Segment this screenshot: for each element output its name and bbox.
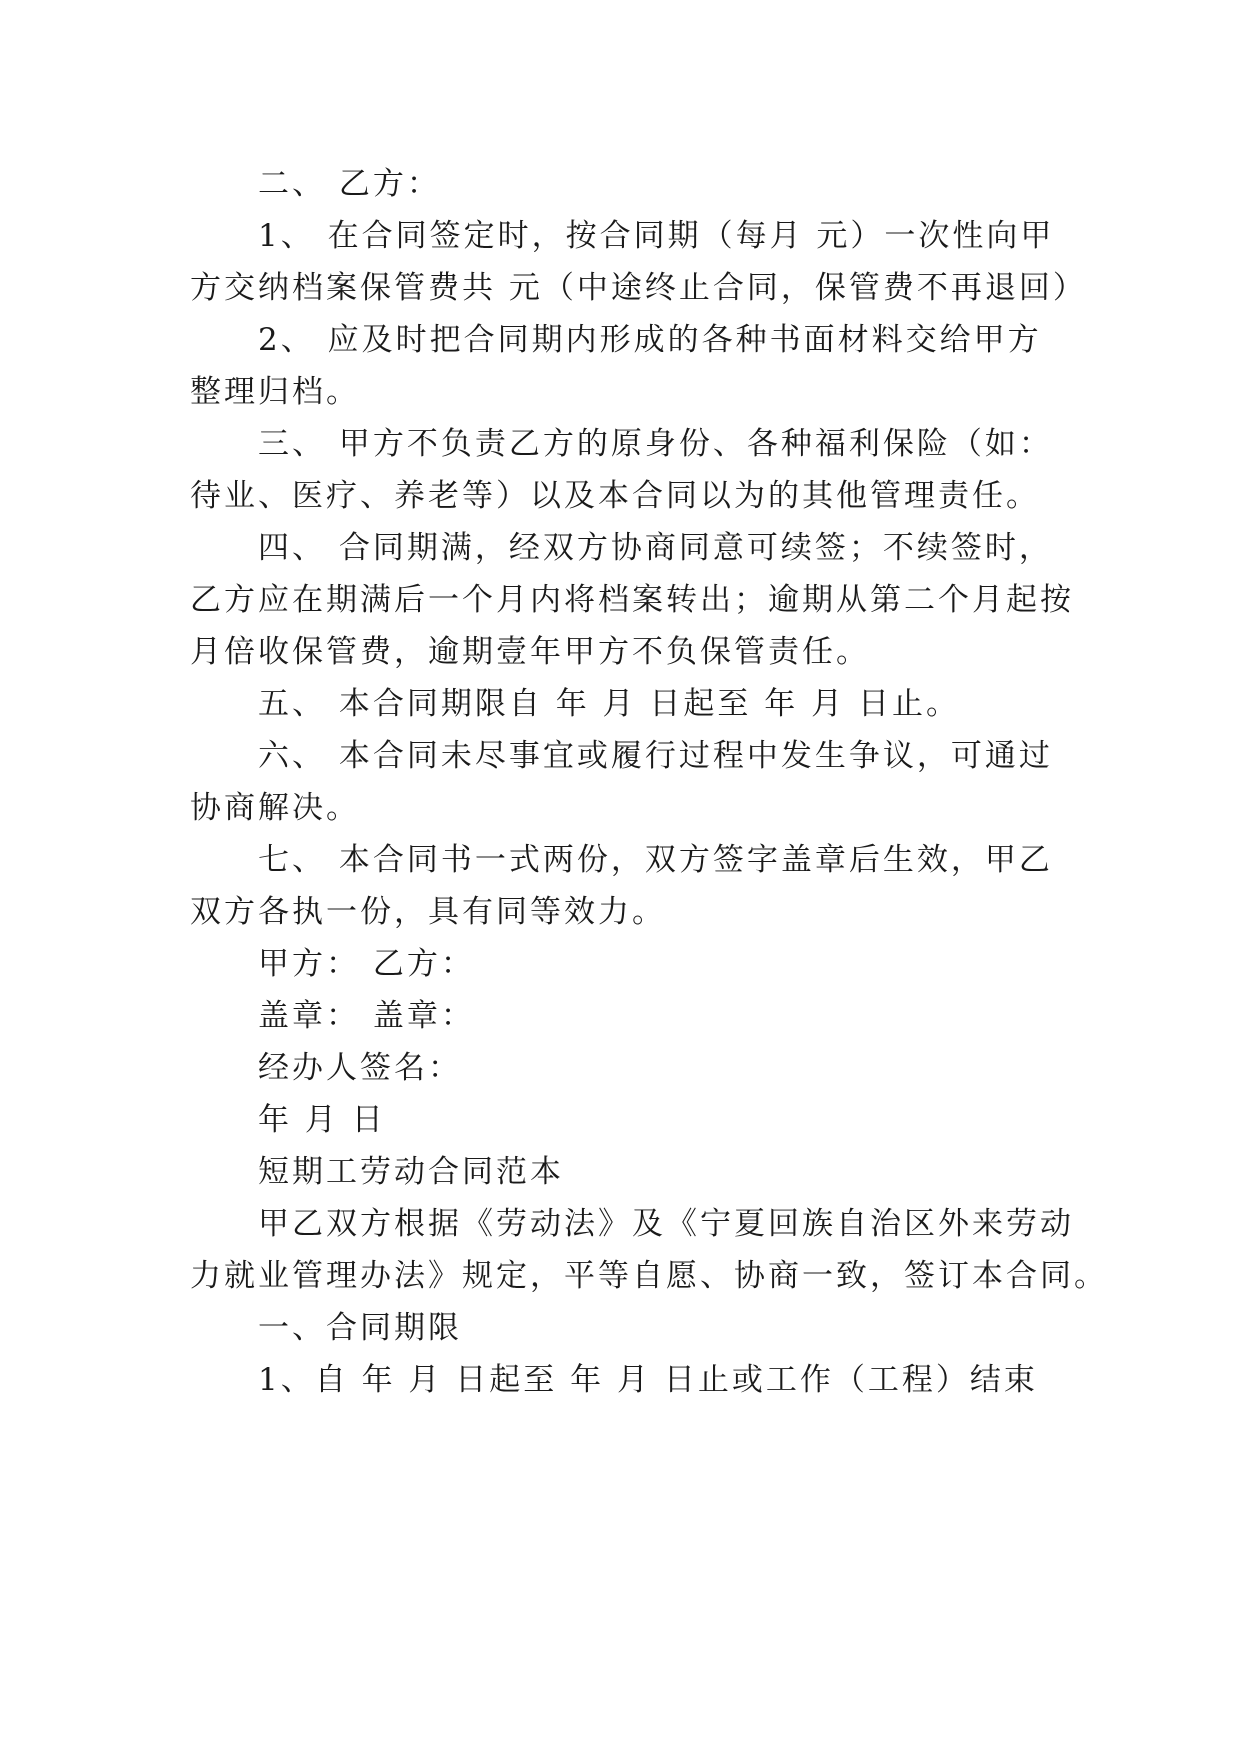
text-line: 1、自 年 月 日起至 年 月 日止或工作（工程）结束 — [258, 1362, 1038, 1398]
text-line: 整理归档。 — [190, 374, 360, 410]
text-line: 四、 合同期满，经双方协商同意可续签；不续签时， — [258, 530, 1053, 566]
text-line: 一、合同期限 — [258, 1310, 462, 1346]
text-line: 力就业管理办法》规定，平等自愿、协商一致，签订本合同。 — [190, 1258, 1108, 1294]
text-line: 1、 在合同签定时，按合同期（每月 元）一次性向甲 — [258, 218, 1055, 254]
text-line: 七、 本合同书一式两份，双方签字盖章后生效，甲乙 — [258, 842, 1053, 878]
text-line: 甲方： 乙方： — [258, 946, 475, 982]
text-line: 六、 本合同未尽事宜或履行过程中发生争议，可通过 — [258, 738, 1053, 774]
text-line: 月倍收保管费，逾期壹年甲方不负保管责任。 — [190, 634, 870, 670]
text-line: 五、 本合同期限自 年 月 日起至 年 月 日止。 — [258, 686, 960, 722]
text-line: 盖章： 盖章： — [258, 998, 475, 1034]
text-line: 甲乙双方根据《劳动法》及《宁夏回族自治区外来劳动 — [258, 1206, 1074, 1242]
text-line: 方交纳档案保管费共 元（中途终止合同，保管费不再退回） — [190, 270, 1087, 306]
text-line: 经办人签名： — [258, 1050, 462, 1086]
text-line: 年 月 日 — [258, 1102, 386, 1138]
text-line: 二、 乙方： — [258, 166, 441, 202]
text-line: 双方各执一份，具有同等效力。 — [190, 894, 666, 930]
text-line: 短期工劳动合同范本 — [258, 1154, 564, 1190]
text-line: 协商解决。 — [190, 790, 360, 826]
text-line: 2、 应及时把合同期内形成的各种书面材料交给甲方 — [258, 322, 1042, 358]
text-line: 待业、医疗、养老等）以及本合同以为的其他管理责任。 — [190, 478, 1040, 514]
text-line: 乙方应在期满后一个月内将档案转出；逾期从第二个月起按 — [190, 582, 1074, 618]
text-line: 三、 甲方不负责乙方的原身份、各种福利保险（如： — [258, 426, 1053, 462]
